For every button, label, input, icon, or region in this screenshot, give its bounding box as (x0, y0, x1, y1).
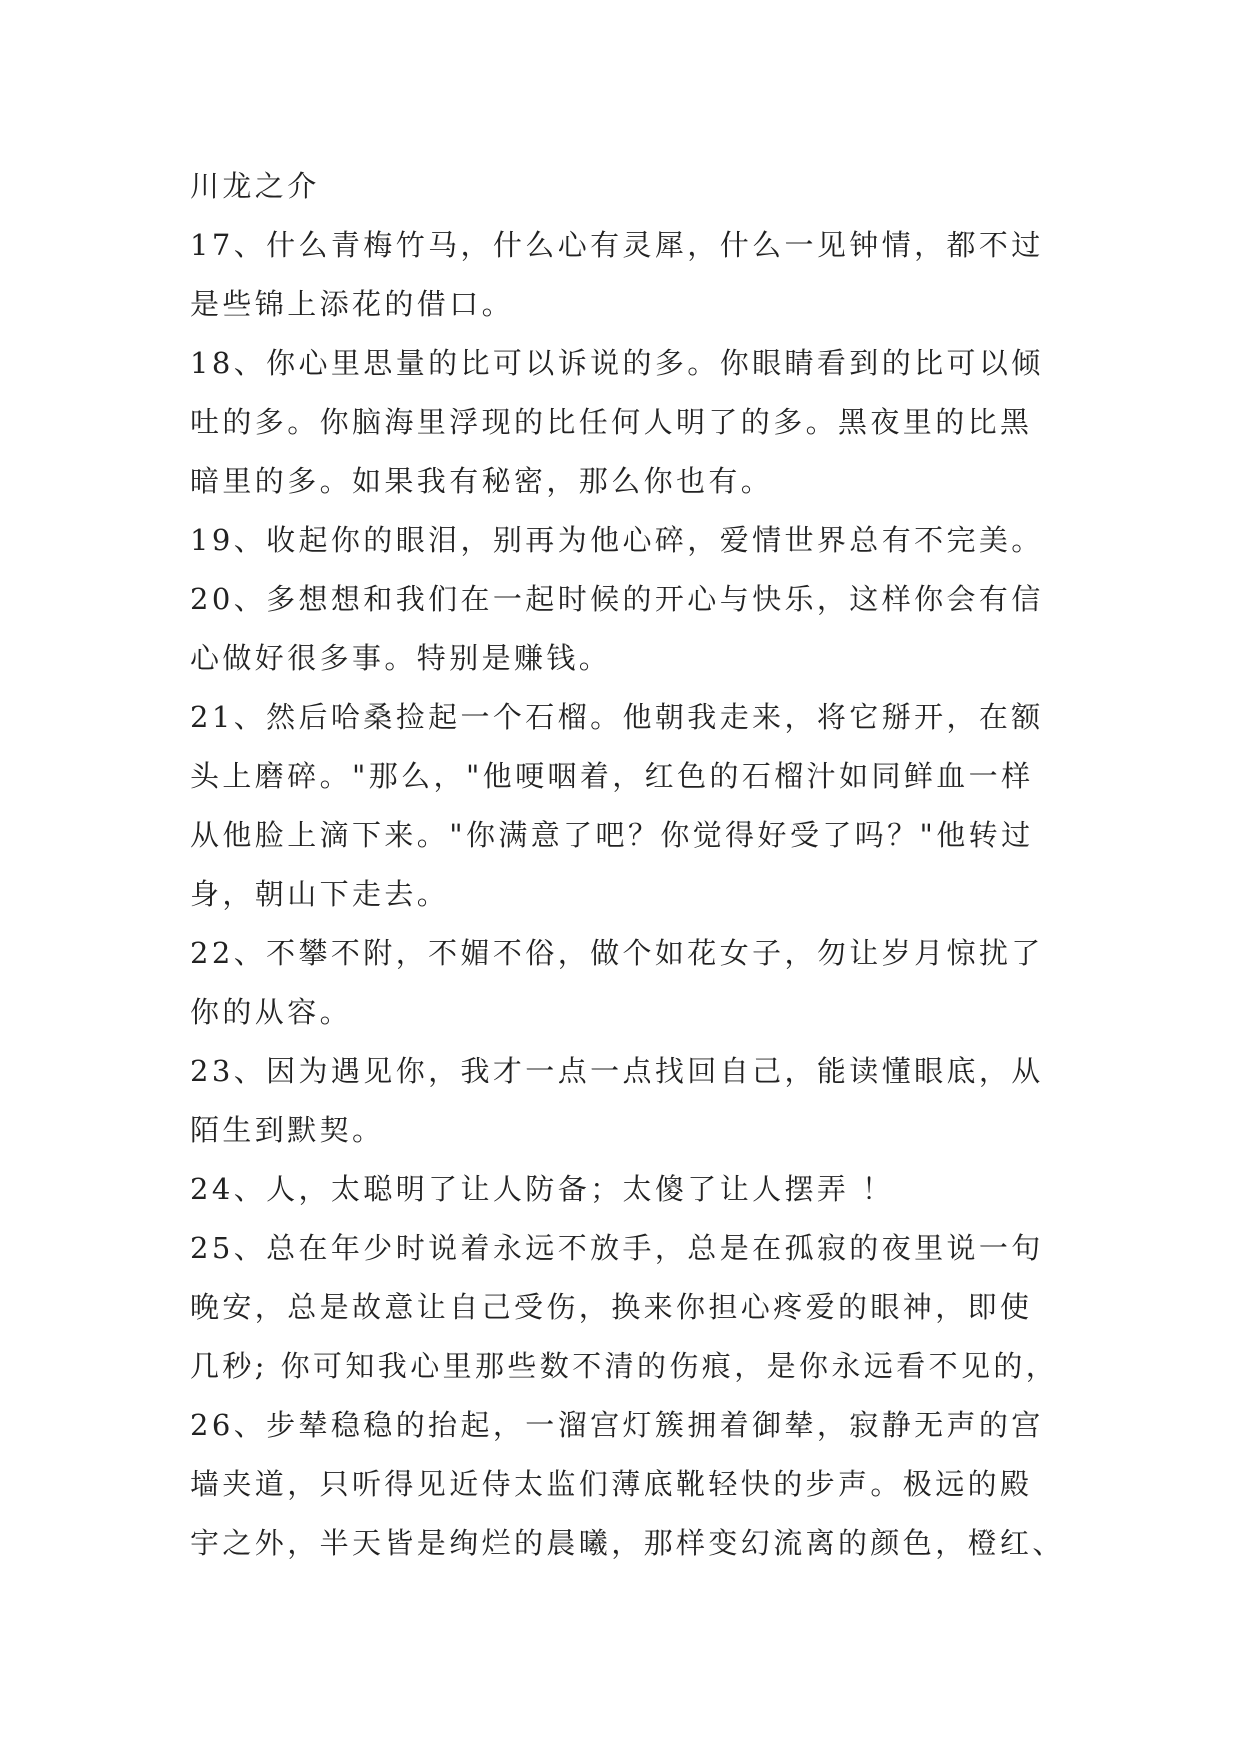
text-line: 20、多想想和我们在一起时候的开心与快乐，这样你会有信 (190, 582, 1044, 616)
text-line: 18、你心里思量的比可以诉说的多。你眼睛看到的比可以倾 (190, 346, 1044, 380)
text-line: 26、步辇稳稳的抬起，一溜宫灯簇拥着御辇，寂静无声的宫 (190, 1408, 1044, 1442)
text-line: 24、人，太聪明了让人防备；太傻了让人摆弄 ！ (190, 1172, 895, 1206)
text-line: 宇之外，半天皆是绚烂的晨曦，那样变幻流离的颜色，橙红、 (190, 1526, 1065, 1560)
text-line: 你的从容。 (190, 995, 353, 1029)
text-line: 21、然后哈桑捡起一个石榴。他朝我走来，将它掰开，在额 (190, 700, 1044, 734)
text-line: 是些锦上添花的借口。 (190, 287, 515, 321)
text-line: 头上磨碎。"那么，"他哽咽着，红色的石榴汁如同鲜血一样 (190, 759, 1034, 793)
text-line: 晚安，总是故意让自己受伤，换来你担心疼爱的眼神，即使 (190, 1290, 1033, 1324)
text-line: 川龙之介 (190, 169, 320, 203)
text-line: 23、因为遇见你，我才一点一点找回自己，能读懂眼底，从 (190, 1054, 1044, 1088)
text-line: 身，朝山下走去。 (190, 877, 450, 911)
text-line: 陌生到默契。 (190, 1113, 385, 1147)
text-line: 22、不攀不附，不媚不俗，做个如花女子，勿让岁月惊扰了 (190, 936, 1044, 970)
text-line: 暗里的多。如果我有秘密，那么你也有。 (190, 464, 774, 498)
document-body (190, 157, 1070, 1573)
text-line: 从他脸上滴下来。"你满意了吧？你觉得好受了吗？"他转过 (190, 818, 1034, 852)
text-line: 几秒; 你可知我心里那些数不清的伤痕，是你永远看不见的， (190, 1349, 1059, 1383)
text-line: 25、总在年少时说着永远不放手，总是在孤寂的夜里说一句 (190, 1231, 1044, 1265)
text-line: 墙夹道，只听得见近侍太监们薄底靴轻快的步声。极远的殿 (190, 1467, 1033, 1501)
text-line: 19、收起你的眼泪，别再为他心碎，爱情世界总有不完美。 (190, 523, 1044, 557)
text-line: 吐的多。你脑海里浮现的比任何人明了的多。黑夜里的比黑 (190, 405, 1033, 439)
text-line: 17、什么青梅竹马，什么心有灵犀，什么一见钟情，都不过 (190, 228, 1044, 262)
text-line: 心做好很多事。特别是赚钱。 (190, 641, 612, 675)
